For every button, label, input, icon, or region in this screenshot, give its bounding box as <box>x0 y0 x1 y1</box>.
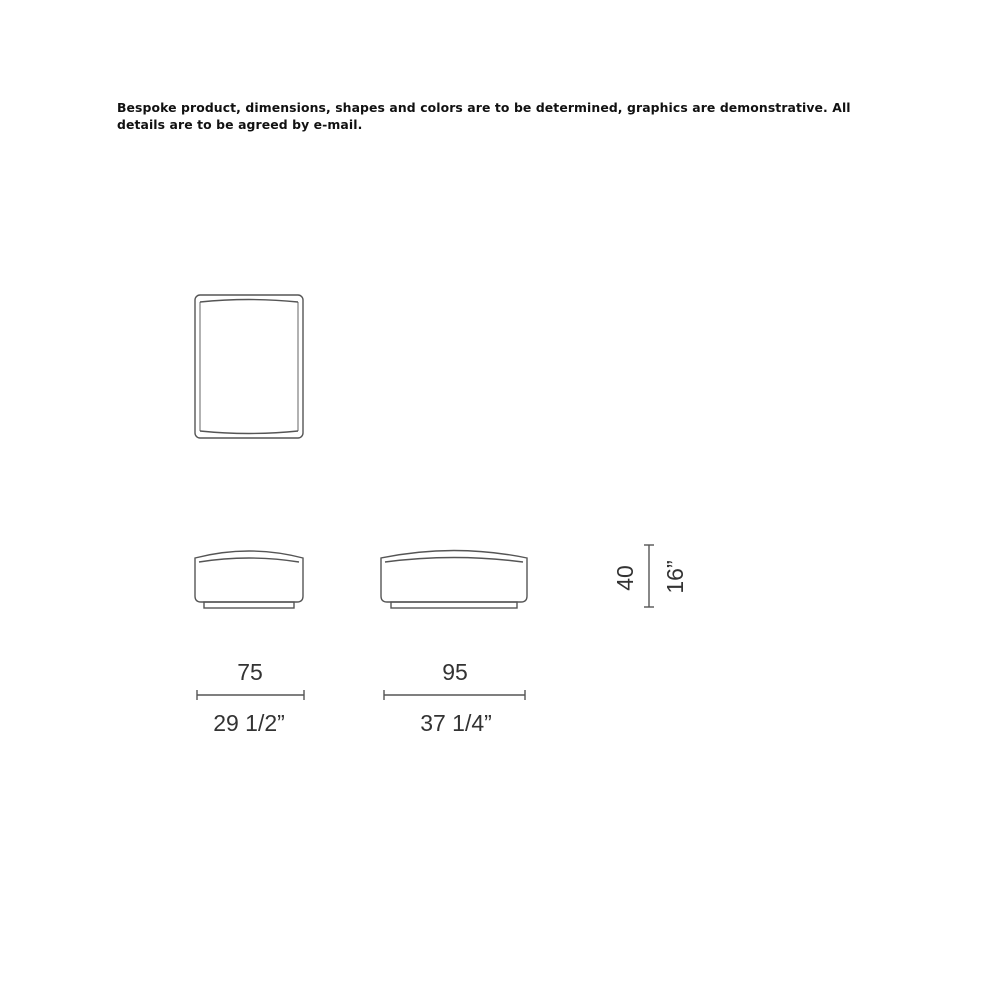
disclaimer-text: Bespoke product, dimensions, shapes and colors are to be determined, graphics are demonstrative. All details are to be agreed by e-mail. <box>117 100 851 132</box>
front-view-large-ottoman <box>381 551 527 609</box>
width-large-dimension-line <box>384 690 525 700</box>
height-dimension-line <box>644 545 654 607</box>
width-small-dimension-line <box>197 690 304 700</box>
top-view-lower-seam <box>200 431 298 434</box>
height-in-label: 16” <box>662 560 688 594</box>
width-large-in-label: 37 1/4” <box>420 710 492 736</box>
front-view-small-ottoman <box>195 551 303 608</box>
width-small-cm-label: 75 <box>237 659 263 685</box>
height-cm-label: 40 <box>612 565 638 591</box>
top-view-ottoman <box>195 295 303 438</box>
top-view-upper-seam <box>200 300 298 303</box>
width-large-cm-label: 95 <box>442 659 468 685</box>
width-small-in-label: 29 1/2” <box>213 710 285 736</box>
